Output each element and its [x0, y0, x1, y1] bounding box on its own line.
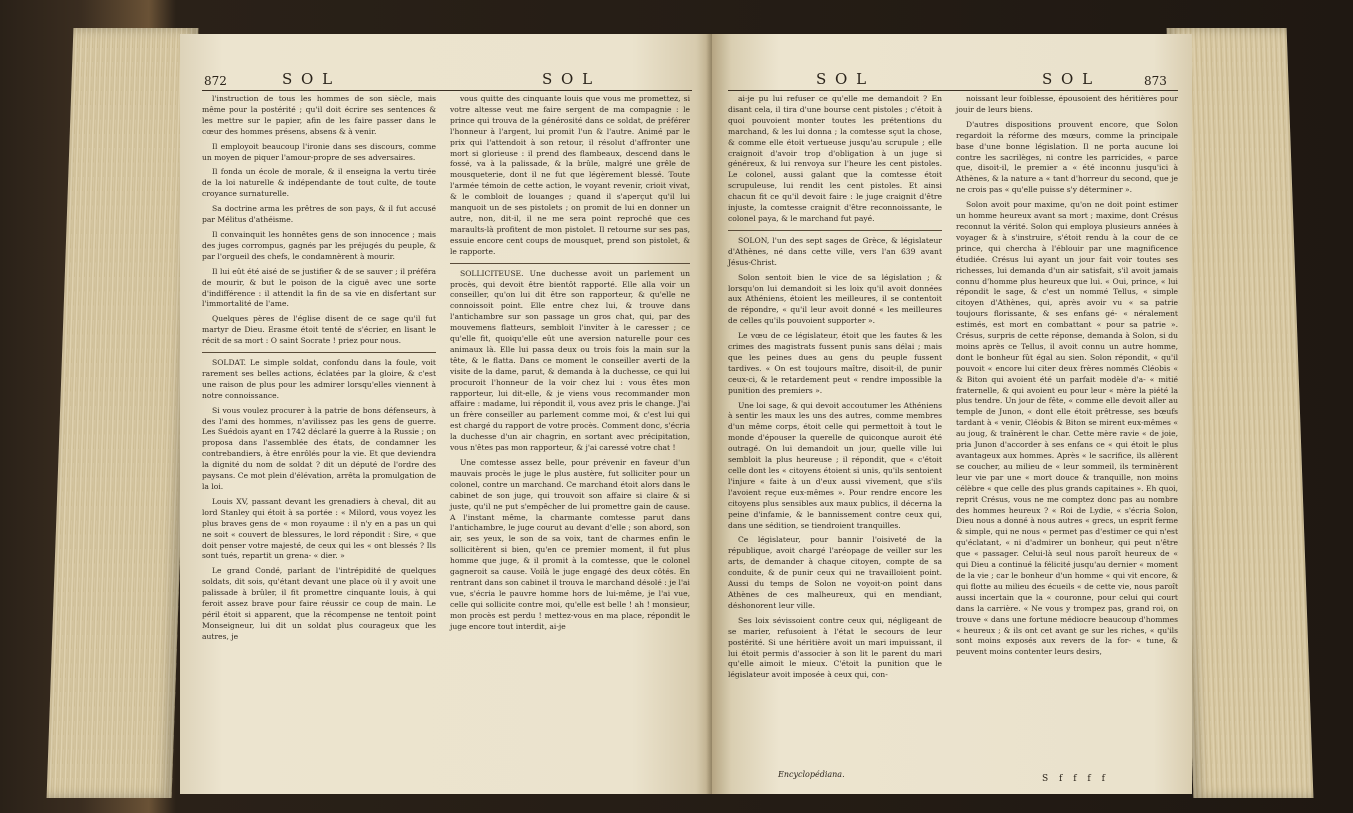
paragraph: Il employoit beaucoup l'ironie dans ses discours, comme un moyen de piquer l'amour-propre de ses adversaires. [202, 141, 436, 162]
header-rule-left [202, 90, 692, 91]
paragraph: vous quitte des cinquante louis que vous me promettez, si votre altesse veut me faire sergent de ma compagnie : le prince qui trouva de la générosité dans ce soldat, de préférer l'honneur à l'argent, lui promit l'un & l'autre. Animé par le prix qui l'attendoit à son retour, il résolut d'affronter une mort si glorieuse : il prend des flambeaux, descend dans le fossé, va à la palissade, & la brûle, malgré une grêle de mousqueterie, dont il ne fut que légèrement blessé. Toute l'armée témoin de cette action, le voyant revenir, crioit vivat, & le combloit de louanges ; quand il s'aperçut qu'il lui manquoit un de ses pistolets ; on promit de lui en donner un autre, non, dit-il, il ne me sera point reproché que ces maraults-là profitent de mon pistolet. Il retourne sur ses pas, essuie encore cent coups de mousquet, prend son pistolet, & le rapporte. [450, 94, 690, 256]
paragraph: Le grand Condé, parlant de l'intrépidité de quelques soldats, dit sois, qu'étant devant une place où il y avoit une palissade à brûler, il fit promettre cinquante louis, à qui feroit assez brave pour faire réussir ce coup de main. Le péril étoit si apparent, que la récompense ne tentoit point Monseigneur, lui dit un soldat plus courageux que les autres, je [202, 566, 436, 641]
left-page-column-2 [450, 94, 690, 637]
paragraph: Louis XV, passant devant les grenadiers à cheval, dit au lord Stanley qui étoit à sa portée : « Milord, vous voyez les plus braves gens de « mon royaume : il n'y en a pas un qui ne soit « couvert de blessures, le lord répondit : Sire, « que doit penser votre majesté, de ceux qui les « ont blessés ? Ils sont tués, repartit un grena- « dier. » [202, 496, 436, 561]
left-page [180, 34, 712, 794]
paragraph: ai-je pu lui refuser ce qu'elle me demandoit ? En disant cela, il tira d'une bourse cent pistoles ; c'étoit à quoi pouvoient monter toutes les prétentions du marchand, & les lui donna ; la comtesse sçut la chose, & comme elle étoit vertueuse jusqu'au scrupule ; elle craignoit d'avoir trop d'obligation à un juge si généreux, & lui renvoya sur l'heure les cent pistoles. Le colonel, aussi galant que la comtesse étoit scrupuleuse, lui rendit les cent pistoles. Et ainsi chacun fit ce qu'il devoit faire : le juge craignit d'être injuste, la comtesse craignit d'être reconnoissante, le colonel paya, & le marchand fut payé. [728, 94, 942, 223]
paragraph: l'instruction de tous les hommes de son siècle, mais même pour la postérité ; qu'il doit écrire ses sentences & les mettre sur le papier, afin de les faire passer dans le cœur des hommes présens, absens & à venir. [202, 94, 436, 136]
paragraph: Solon sentoit bien le vice de sa législation ; & lorsqu'on lui demandoit si les loix qu'il avoit données aux Athéniens, étoient les meilleures, il se contentoit de répondre, « qu'il leur avoit donné « les meilleures de celles qu'ils pouvoient supporter ». [728, 272, 942, 326]
paragraph: Il fonda un école de morale, & il enseigna la vertu tirée de la loi naturelle & indépendante de tout culte, de toute croyance surnaturelle. [202, 167, 436, 199]
paragraph: Ce législateur, pour bannir l'oisiveté de la république, avoit chargé l'aréopage de veiller sur les arts, de demander à chaque citoyen, compte de sa conduite, & de punir ceux qui ne travailloient point. Aussi du temps de Solon ne voyoit-on point dans Athènes de ces malheureux, qui en mendiant, déshonorent leur ville. [728, 535, 942, 610]
paragraph: Sa doctrine arma les prêtres de son pays, & il fut accusé par Mélitus d'athéisme. [202, 204, 436, 225]
left-page-edges [47, 28, 199, 798]
catchword: Encyclopédiana. [778, 770, 845, 779]
paragraph: Quelques pères de l'église disent de ce sage qu'il fut martyr de Dieu. Erasme étoit tenté de s'écrier, en lisant le récit de sa mort : O saint Socrate ! priez pour nous. [202, 314, 436, 346]
running-head-left-col2: S O L [542, 70, 595, 88]
running-head-right-col2: S O L [1042, 70, 1095, 88]
right-page-column-1 [728, 94, 942, 685]
right-page [712, 34, 1192, 794]
paragraph: SOLDAT. Le simple soldat, confondu dans la foule, voit rarement ses belles actions, éclatées par la gloire, & c'est une raison de plus pour les admirer lorsqu'elles viennent à notre connoissance. [202, 358, 436, 400]
article-divider [450, 263, 690, 264]
paragraph: D'autres dispositions prouvent encore, que Solon regardoit la réforme des mœurs, comme la principale base d'une bonne législation. Il ne porta aucune loi contre les sacrilèges, ni contre les parricides, « parce que, disoit-il, le premier a « été inconnu jusqu'ici à Athènes, & la nature a « tant d'horreur du second, que je ne crois pas « qu'elle puisse s'y déterminer ». [956, 119, 1178, 195]
paragraph: Il convainquit les honnêtes gens de son innocence ; mais des juges corrompus, gagnés par les préjugés du peuple, & par l'orgueil des chefs, le condamnèrent à mourir. [202, 229, 436, 261]
signature-mark: S f f f f [1042, 774, 1109, 784]
paragraph: Ses loix sévissoient contre ceux qui, négligeant de se marier, refusoient à l'état le secours de leur postérité. Si une héritière avoit un mari impuissant, il lui étoit permis d'associer à son lit le parent du mari qu'elle aimoit le mieux. C'étoit la punition que le législateur avoit imposée à ceux qui, con- [728, 615, 942, 680]
article-divider [202, 352, 436, 353]
paragraph: Il lui eût été aisé de se justifier & de se sauver ; il préféra de mourir, & but le poison de la ciguë avec une sorte d'indifférence : il attendit la fin de sa vie en disfertant sur l'immortalité de l'ame. [202, 266, 436, 309]
right-page-column-2 [956, 94, 1178, 662]
header-rule-right [728, 90, 1178, 91]
page-number-left: 872 [204, 74, 227, 88]
page-number-right: 873 [1144, 74, 1167, 88]
left-page-column-1 [202, 94, 436, 647]
paragraph: Le vœu de ce législateur, étoit que les fautes & les crimes des magistrats fussent punis sans délai ; mais que les peines dues au gens du peuple fussent tardives. « On est toujours maître, disoit-il, de punir ceux-ci, & le retardement peut « rendre impossible la punition des premiers ». [728, 331, 942, 395]
paragraph: SOLLICITEUSE. Une duchesse avoit un parlement un procès, qui devoit être bientôt rapporté. Elle alla voir un conseiller, qu'on lui dit être son rapporteur, & qu'elle ne connoissoit point. Elle entre chez lui, & trouve dans l'antichambre sur son passage un gros chat, qui, par des mouvemens flatteurs, sembloit l'inviter à le caresser ; ce qu'elle fit, quoiqu'elle eût une aversion naturelle pour ces animaux là. Elle lui passa deux ou trois fois la main sur la tête, & le flatta. Dans ce moment le conseiller averti de la visite de la dame, parut, & demanda à la duchesse, ce qui lui procuroit l'honneur de la voir chez lui : vous êtes mon rapporteur, lui dit-elle, & je viens vous recommander mon affaire : madame, lui répondit il, vous avez pris le change. J'ai un frère conseiller au parlement comme moi, & c'est lui qui est chargé du rapport de votre procès. Comment donc, s'écria la duchesse d'un air chagrin, en sortant avec précipitation, vous n'êtes pas mon rapporteur, & j'ai caressé votre chat ! [450, 268, 690, 453]
paragraph: Si vous voulez procurer à la patrie de bons défenseurs, à des l'ami des hommes, n'avilissez pas les gens de guerre. Les Suédois ayant en 1742 déclaré la guerre à la Russie ; on proposa dans l'assemblée des états, de condamner les contrebandiers, à être enrôlés pour la vie. Et que deviendra la dignité du nom de soldat ? dit un député de l'ordre des paysans. Ce mot plein d'élévation, arrêta la promulgation de la loi. [202, 405, 436, 491]
paragraph: Solon avoit pour maxime, qu'on ne doit point estimer un homme heureux avant sa mort ; maxime, dont Crésus reconnut la vérité. Solon qui employa plusieurs années à voyager & à s'instruire, s'étoit rendu à la cour de ce prince, qui chercha à l'éblouir par une magnificence étudiée. Crésus lui ayant un jour fait voir toutes ses richesses, lui demanda d'un air satisfait, s'il avoit jamais connu d'homme plus heureux que lui. « Oui, prince, « lui répondit le sage, & c'est un nommé Tellus, « simple citoyen d'Athènes, qui, après avoir vu « sa patrie toujours florissante, & ses enfans gé- « néralement estimés, est mort en combattant « pour sa patrie ». Crésus, surpris de cette réponse, demanda à Solon, si du moins après ce Tellus, il avoit connu un autre homme, dont le bonheur fût égal au sien. Solon répondit, « qu'il pouvoit « encore lui citer deux frères nommés Cléobis « & Biton qui avoient été un parfait modèle d'a- « mitié fraternelle, & qui avoient eu pour leur « mère la piété la plus tendre. Un jour de fête, « comme elle devoit aller au temple de Junon, « dont elle étoit prêtresse, ses bœufs tardant à « venir, Cléobis & Biton se mirent eux-mêmes « au joug, & traînèrent le char. Cette mère ravie « de joie, pria Junon d'accorder à ses enfans ce « qui étoit le plus avantageux aux hommes. Après « le sacrifice, ils allèrent se coucher, au milieu de « leur sommeil, ils terminèrent leur vie par une « mort douce & tranquille, non moins célèbre « que celle des plus grands capitaines ». Eh quoi, reprit Crésus, vous ne me comptez donc pas au nombre des hommes heureux ? « Roi de Lydie, « s'écria Solon, Dieu nous a donné à nous autres « grecs, un esprit ferme & simple, qui ne nous « permet pas d'estimer ce qui n'est qu'éclatant, « ni d'admirer un bonheur, qui peut n'être que « passager. Celui-là seul nous paroît heureux de « qui Dieu a continué la félicité jusqu'au dernier « moment de la vie ; car le bonheur d'un homme « qui vit encore, & qui flotte au milieu des écueils « de cette vie, nous paroît aussi incertain que la « couronne, pour celui qui court dans la carrière. « Ne vous y trompez pas, grand roi, on trouve « dans une fortune médiocre beaucoup d'hommes « heureux ; & ils ont cet avant ge sur les riches, « qu'ils sont moins exposés aux revers de la for- « tune, & peuvent moins contenter leurs desirs, [956, 200, 1179, 657]
running-head-right-col1: S O L [816, 70, 869, 88]
article-divider [728, 230, 942, 231]
paragraph: SOLON, l'un des sept sages de Grèce, & législateur d'Athènes, né dans cette ville, vers l'an 639 avant Jésus-Christ. [728, 235, 942, 267]
paragraph: noissant leur foiblesse, épousoient des héritières pour jouir de leurs biens. [956, 94, 1178, 114]
paragraph: Une loi sage, & qui devoit accoutumer les Athéniens à sentir les maux les uns des autres, comme membres d'un même corps, étoit celle qui permettoit à tout le monde d'épouser la querelle de quiconque auroit été outragé. On lui demandoit un jour, quelle ville lui sembloit la plus heureuse ; il répondit, que « c'étoit celle dont les « citoyens étoient si unis, qu'ils sentoient l'injure « faite à un d'eux aussi vivement, que s'ils l'avoient reçue eux-mêmes ». Pour rendre encore les citoyens plus sensibles aux maux publics, il décerna la peine d'infamie, & le bannissement contre ceux qui, dans une sédition, se tiendroient tranquilles. [728, 400, 942, 530]
running-head-left-col1: S O L [282, 70, 335, 88]
paragraph: Une comtesse assez belle, pour prévenir en faveur d'un mauvais procès le juge le plus austère, fut solliciter pour un colonel, contre un marchand. Ce marchand étoit alors dans le cabinet de son juge, qui trouvoit son affaire si claire & si juste, qu'il ne put s'empêcher de lui promettre gain de cause. A l'instant même, la charmante comtesse parut dans l'antichambre, le juge courut au devant d'elle ; son abord, son air, ses yeux, le son de sa voix, tant de charmes enfin le sollicitèrent si bien, qu'en ce premier moment, il fut plus homme que juge, & il promit à la comtesse, que le colonel gagneroit sa cause. Voilà le juge engagé des deux côtés. En rentrant dans son cabinet il trouva le marchand désolé : je l'ai vue, s'écria le pauvre homme hors de lui-même, je l'ai vue, celle qui sollicite contre moi, qu'elle est belle ! ah ! monsieur, mon procès est perdu ! mettez-vous en ma place, répondit le juge encore tout interdit, ai-je [450, 458, 690, 631]
